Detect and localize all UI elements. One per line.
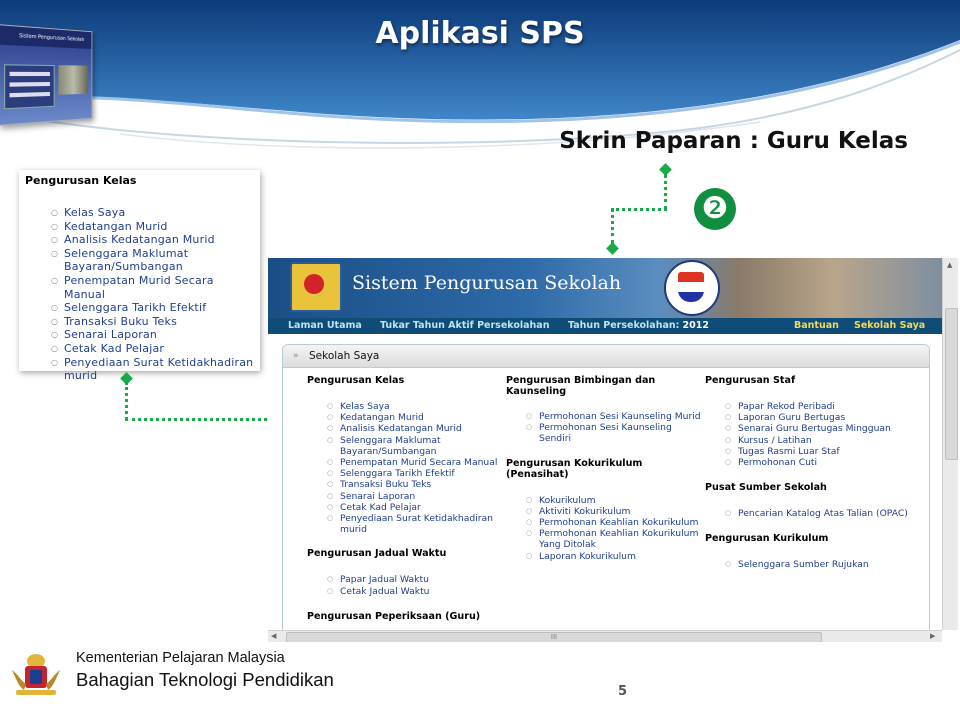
nav-link-my-school[interactable]: Sekolah Saya bbox=[854, 320, 926, 331]
menu-link[interactable]: ○ Laporan Guru Bertugas bbox=[725, 412, 915, 423]
connector-line bbox=[125, 418, 291, 421]
callout-item[interactable]: ○ Kedatangan Murid bbox=[51, 220, 256, 234]
menu-link[interactable]: ○ Selenggara Maklumat Bayaran/Sumbangan bbox=[327, 435, 503, 457]
menu-link[interactable]: ○ Laporan Kokurikulum bbox=[526, 551, 702, 562]
nav-link-help[interactable]: Bantuan bbox=[794, 320, 839, 331]
callout-list bbox=[51, 206, 256, 383]
section-title: Pengurusan Kelas bbox=[307, 375, 405, 386]
section-links bbox=[327, 574, 503, 596]
thumbnail-login-box bbox=[4, 64, 55, 109]
nav-link-home[interactable]: Laman Utama bbox=[288, 320, 362, 331]
menu-link[interactable]: ○ Aktiviti Kokurikulum bbox=[526, 506, 702, 517]
callout-item[interactable]: ○ Cetak Kad Pelajar bbox=[51, 342, 256, 356]
menu-link[interactable]: ○ Cetak Jadual Waktu bbox=[327, 586, 503, 597]
callout-item[interactable]: ○ Penyediaan Surat Ketidakhadiran murid bbox=[51, 356, 256, 383]
menu-link[interactable]: ○ Selenggara Sumber Rujukan bbox=[725, 559, 915, 570]
callout-item[interactable]: ○ Analisis Kedatangan Murid bbox=[51, 233, 256, 247]
callout-item[interactable]: ○ Senarai Laporan bbox=[51, 328, 256, 342]
menu-link[interactable]: ○ Selenggara Tarikh Efektif bbox=[327, 468, 503, 479]
app-banner bbox=[268, 258, 942, 318]
nav-link-change-year[interactable]: Tukar Tahun Aktif Persekolahan bbox=[380, 320, 550, 331]
menu-link[interactable]: ○ Papar Rekod Peribadi bbox=[725, 401, 915, 412]
menu-link[interactable]: ○ Analisis Kedatangan Murid bbox=[327, 423, 503, 434]
footer-division: Bahagian Teknologi Pendidikan bbox=[76, 669, 334, 690]
section-links bbox=[725, 559, 915, 570]
menu-link[interactable]: ○ Kedatangan Murid bbox=[327, 412, 503, 423]
menu-link[interactable]: ○ Papar Jadual Waktu bbox=[327, 574, 503, 585]
collapse-arrow-icon[interactable]: » bbox=[293, 351, 299, 361]
nav-year-value: 2012 bbox=[682, 320, 709, 331]
section-title: Pengurusan Staf bbox=[705, 375, 796, 386]
menu-link[interactable]: ○ Penempatan Murid Secara Manual bbox=[327, 457, 503, 468]
panel-title: Sekolah Saya bbox=[309, 350, 380, 362]
menu-column-2 bbox=[506, 375, 702, 562]
menu-link[interactable]: ○ Tugas Rasmi Luar Staf bbox=[725, 446, 915, 457]
menu-column-3 bbox=[705, 375, 915, 571]
section-title: Pengurusan Peperiksaan (Guru) bbox=[307, 610, 481, 622]
connector-diamond-bottom bbox=[606, 242, 619, 255]
section-title: Pengurusan Bimbingan dan Kaunseling bbox=[506, 375, 656, 397]
app-logo bbox=[290, 262, 342, 312]
callout-item[interactable]: ○ Kelas Saya bbox=[51, 206, 256, 220]
menu-link[interactable]: ○ Permohonan Cuti bbox=[725, 457, 915, 468]
callout-pengurusan-kelas bbox=[19, 170, 260, 383]
callout-item[interactable]: ○ Penempatan Murid Secara Manual bbox=[51, 274, 256, 301]
section-links bbox=[526, 495, 702, 562]
vertical-scrollbar[interactable] bbox=[942, 258, 958, 630]
coat-of-arms-icon bbox=[8, 652, 64, 698]
horizontal-scroll-thumb[interactable]: III bbox=[286, 632, 822, 642]
slide-subtitle: Skrin Paparan : Guru Kelas bbox=[559, 128, 908, 154]
ministry-logo bbox=[664, 260, 720, 316]
step-number-badge: ❷ bbox=[694, 188, 736, 230]
menu-link[interactable]: ○ Permohonan Sesi Kaunseling Murid bbox=[526, 411, 702, 422]
section-links bbox=[327, 401, 503, 535]
callout-heading: Pengurusan Kelas bbox=[25, 174, 137, 187]
connector-line bbox=[611, 208, 667, 211]
connector-line bbox=[125, 382, 128, 420]
menu-link[interactable]: ○ Senarai Guru Bertugas Mingguan bbox=[725, 423, 915, 434]
section-links bbox=[725, 508, 915, 519]
callout-item[interactable]: ○ Transaksi Buku Teks bbox=[51, 315, 256, 329]
section-title: Pengurusan Jadual Waktu bbox=[307, 548, 447, 560]
section-links bbox=[725, 401, 915, 468]
nav-year-text: Tahun Persekolahan: bbox=[568, 320, 680, 331]
top-nav-bar bbox=[268, 318, 942, 334]
panel-header bbox=[283, 345, 929, 368]
section-title: Pengurusan Kokurikulum (Penasihat) bbox=[506, 457, 643, 480]
section-links bbox=[526, 411, 702, 445]
connector-line bbox=[611, 208, 614, 244]
thumbnail-photos bbox=[58, 65, 88, 95]
connector-line bbox=[664, 174, 667, 210]
menu-link[interactable]: ○ Penyediaan Surat Ketidakhadiran murid bbox=[327, 513, 503, 535]
my-school-panel bbox=[282, 344, 930, 642]
scroll-left-icon[interactable]: ◀ bbox=[271, 632, 277, 640]
menu-link[interactable]: ○ Cetak Kad Pelajar bbox=[327, 502, 503, 513]
menu-link[interactable]: ○ Senarai Laporan bbox=[327, 491, 503, 502]
nav-year-label bbox=[568, 319, 709, 333]
app-screenshot bbox=[268, 258, 958, 642]
menu-link[interactable]: ○ Permohonan Sesi Kaunseling Sendiri bbox=[526, 422, 702, 444]
scroll-up-icon[interactable]: ▲ bbox=[947, 261, 953, 269]
section-title: Pusat Sumber Sekolah bbox=[705, 482, 827, 494]
menu-link[interactable]: ○ Kokurikulum bbox=[526, 495, 702, 506]
menu-link[interactable]: ○ Permohonan Keahlian Kokurikulum bbox=[526, 517, 702, 528]
menu-link[interactable]: ○ Permohonan Keahlian Kokurikulum Yang Ditolak bbox=[526, 528, 702, 550]
callout-item[interactable]: ○ Selenggara Tarikh Efektif bbox=[51, 301, 256, 315]
page-number: 5 bbox=[618, 684, 628, 699]
login-screen-thumbnail bbox=[0, 24, 92, 126]
menu-link[interactable]: ○ Pencarian Katalog Atas Talian (OPAC) bbox=[725, 508, 915, 519]
horizontal-scrollbar[interactable] bbox=[268, 630, 942, 642]
thumbnail-app-label: Sistem Pengurusan Sekolah bbox=[0, 25, 91, 49]
app-name: Sistem Pengurusan Sekolah bbox=[352, 272, 622, 294]
callout-item[interactable]: ○ Selenggara Maklumat Bayaran/Sumbangan bbox=[51, 247, 256, 274]
menu-column-1 bbox=[307, 375, 503, 622]
section-title: Pengurusan Kurikulum bbox=[705, 533, 829, 545]
footer-ministry: Kementerian Pelajaran Malaysia bbox=[76, 650, 285, 666]
slide-title: Aplikasi SPS bbox=[375, 16, 585, 51]
menu-link[interactable]: ○ Kelas Saya bbox=[327, 401, 503, 412]
vertical-scroll-thumb[interactable] bbox=[945, 308, 958, 460]
scroll-right-icon[interactable]: ▶ bbox=[930, 632, 936, 640]
menu-link[interactable]: ○ Transaksi Buku Teks bbox=[327, 479, 503, 490]
menu-link[interactable]: ○ Kursus / Latihan bbox=[725, 435, 915, 446]
